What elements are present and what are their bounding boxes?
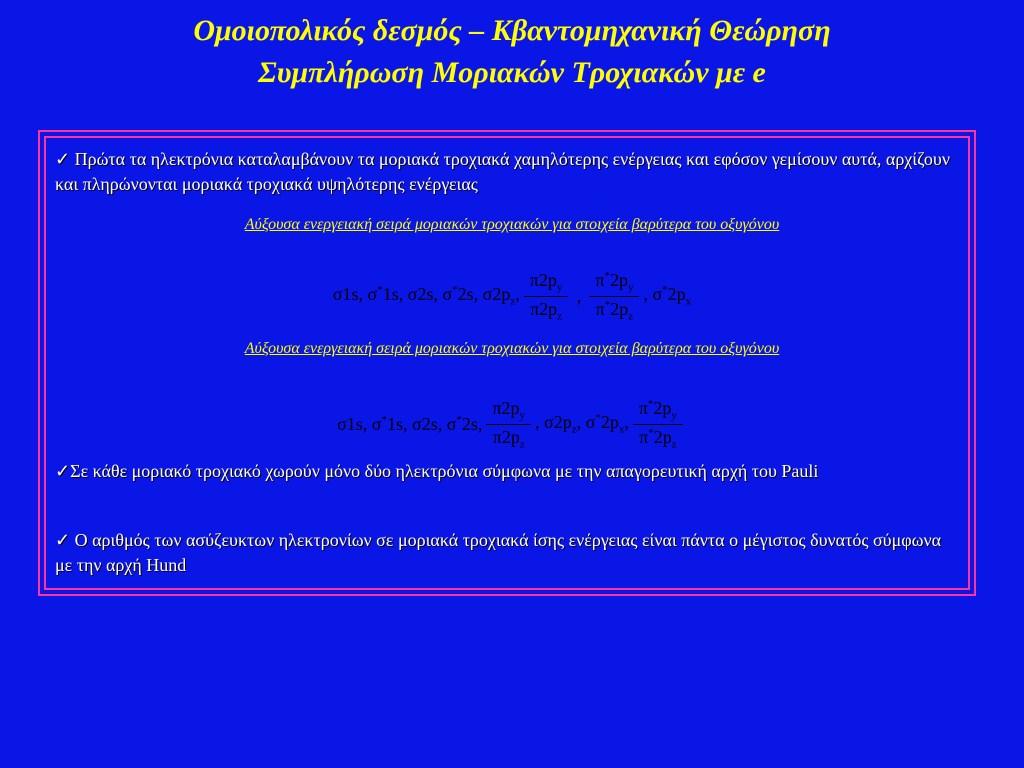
bullet-3-text: Ο αριθμός των ασύζευκτων ηλεκτρονίων σε μοριακά τροχιακά ίσης ενέργειας είναι πάντα ο μέγιστος δυνατός σύμφωνα με την αρχή Hund [55,530,942,575]
content-box [38,130,976,596]
title-line-1: Ομοιοπολικός δεσμός – Κβαντομηχανική Θεώρηση [193,14,831,47]
bullet-2-text: Σε κάθε μοριακό τροχιακό χωρούν μόνο δύο ηλεκτρόνια σύμφωνα με την απαγορευτική αρχή του Pauli [70,461,819,481]
check-icon: ✓ [55,149,71,169]
bullet-1-text: Πρώτα τα ηλεκτρόνια καταλαμβάνουν τα μοριακά τροχιακά χαμηλότερης ενέργειας και εφόσον γεμίσουν αυτά, αρχίζουν και πληρώνονται μοριακά τροχιακά υψηλότερης ενέργειας [55,149,950,194]
bullet-2 [55,459,960,484]
formula-2: σ1s, σ*1s, σ2s, σ*2s, $\frac{\pi 2p_y}{\pi 2p_z}$ , $\sigma 2p_z$, $\sigma^*2p_x$, $\frac{\pi^*2p_y}{\pi^*2p_z}$ [0,390,1024,458]
check-icon: ✓ [55,461,71,481]
fraction-pistar-2py-2pz-2: $\frac{\pi^*2p_y}{\pi^*2p_z}$ [633,398,683,450]
formula-1: σ1s, σ*1s, σ2s, σ*2s, $\sigma 2p_z$, $\frac{\pi 2p_y}{\pi 2p_z}$ , $\frac{\pi^*2p_y}{\pi^*2p_z}$ , $\sigma^*2p_x$ [332,269,692,323]
subtitle-2: Αύξουσα ενεργειακή σειρά μοριακών τροχιακών για στοιχεία βαρύτερα του οξυγόνου [244,340,780,357]
fraction-pi-2py-2pz: $\frac{\pi 2p_y}{\pi 2p_z}$ [524,270,569,322]
fraction-pistar-2py-2pz: $\frac{\pi^*2p_y}{\pi^*2p_z}$ [589,270,639,322]
check-icon: ✓ [55,530,71,550]
bullet-1 [55,147,960,197]
title-line-2: Συμπλήρωση Μοριακών Τροχιακών με e [258,56,766,89]
fraction-pi-2py-2pz-2: $\frac{\pi 2p_y}{\pi 2p_z}$ [486,398,531,450]
bullet-3 [55,528,960,578]
subtitle-1: Αύξουσα ενεργειακή σειρά μοριακών τροχιακών για στοιχεία βαρύτερα του οξυγόνου [244,216,780,233]
content-box-inner-border [44,136,970,590]
slide-title [0,10,1024,94]
